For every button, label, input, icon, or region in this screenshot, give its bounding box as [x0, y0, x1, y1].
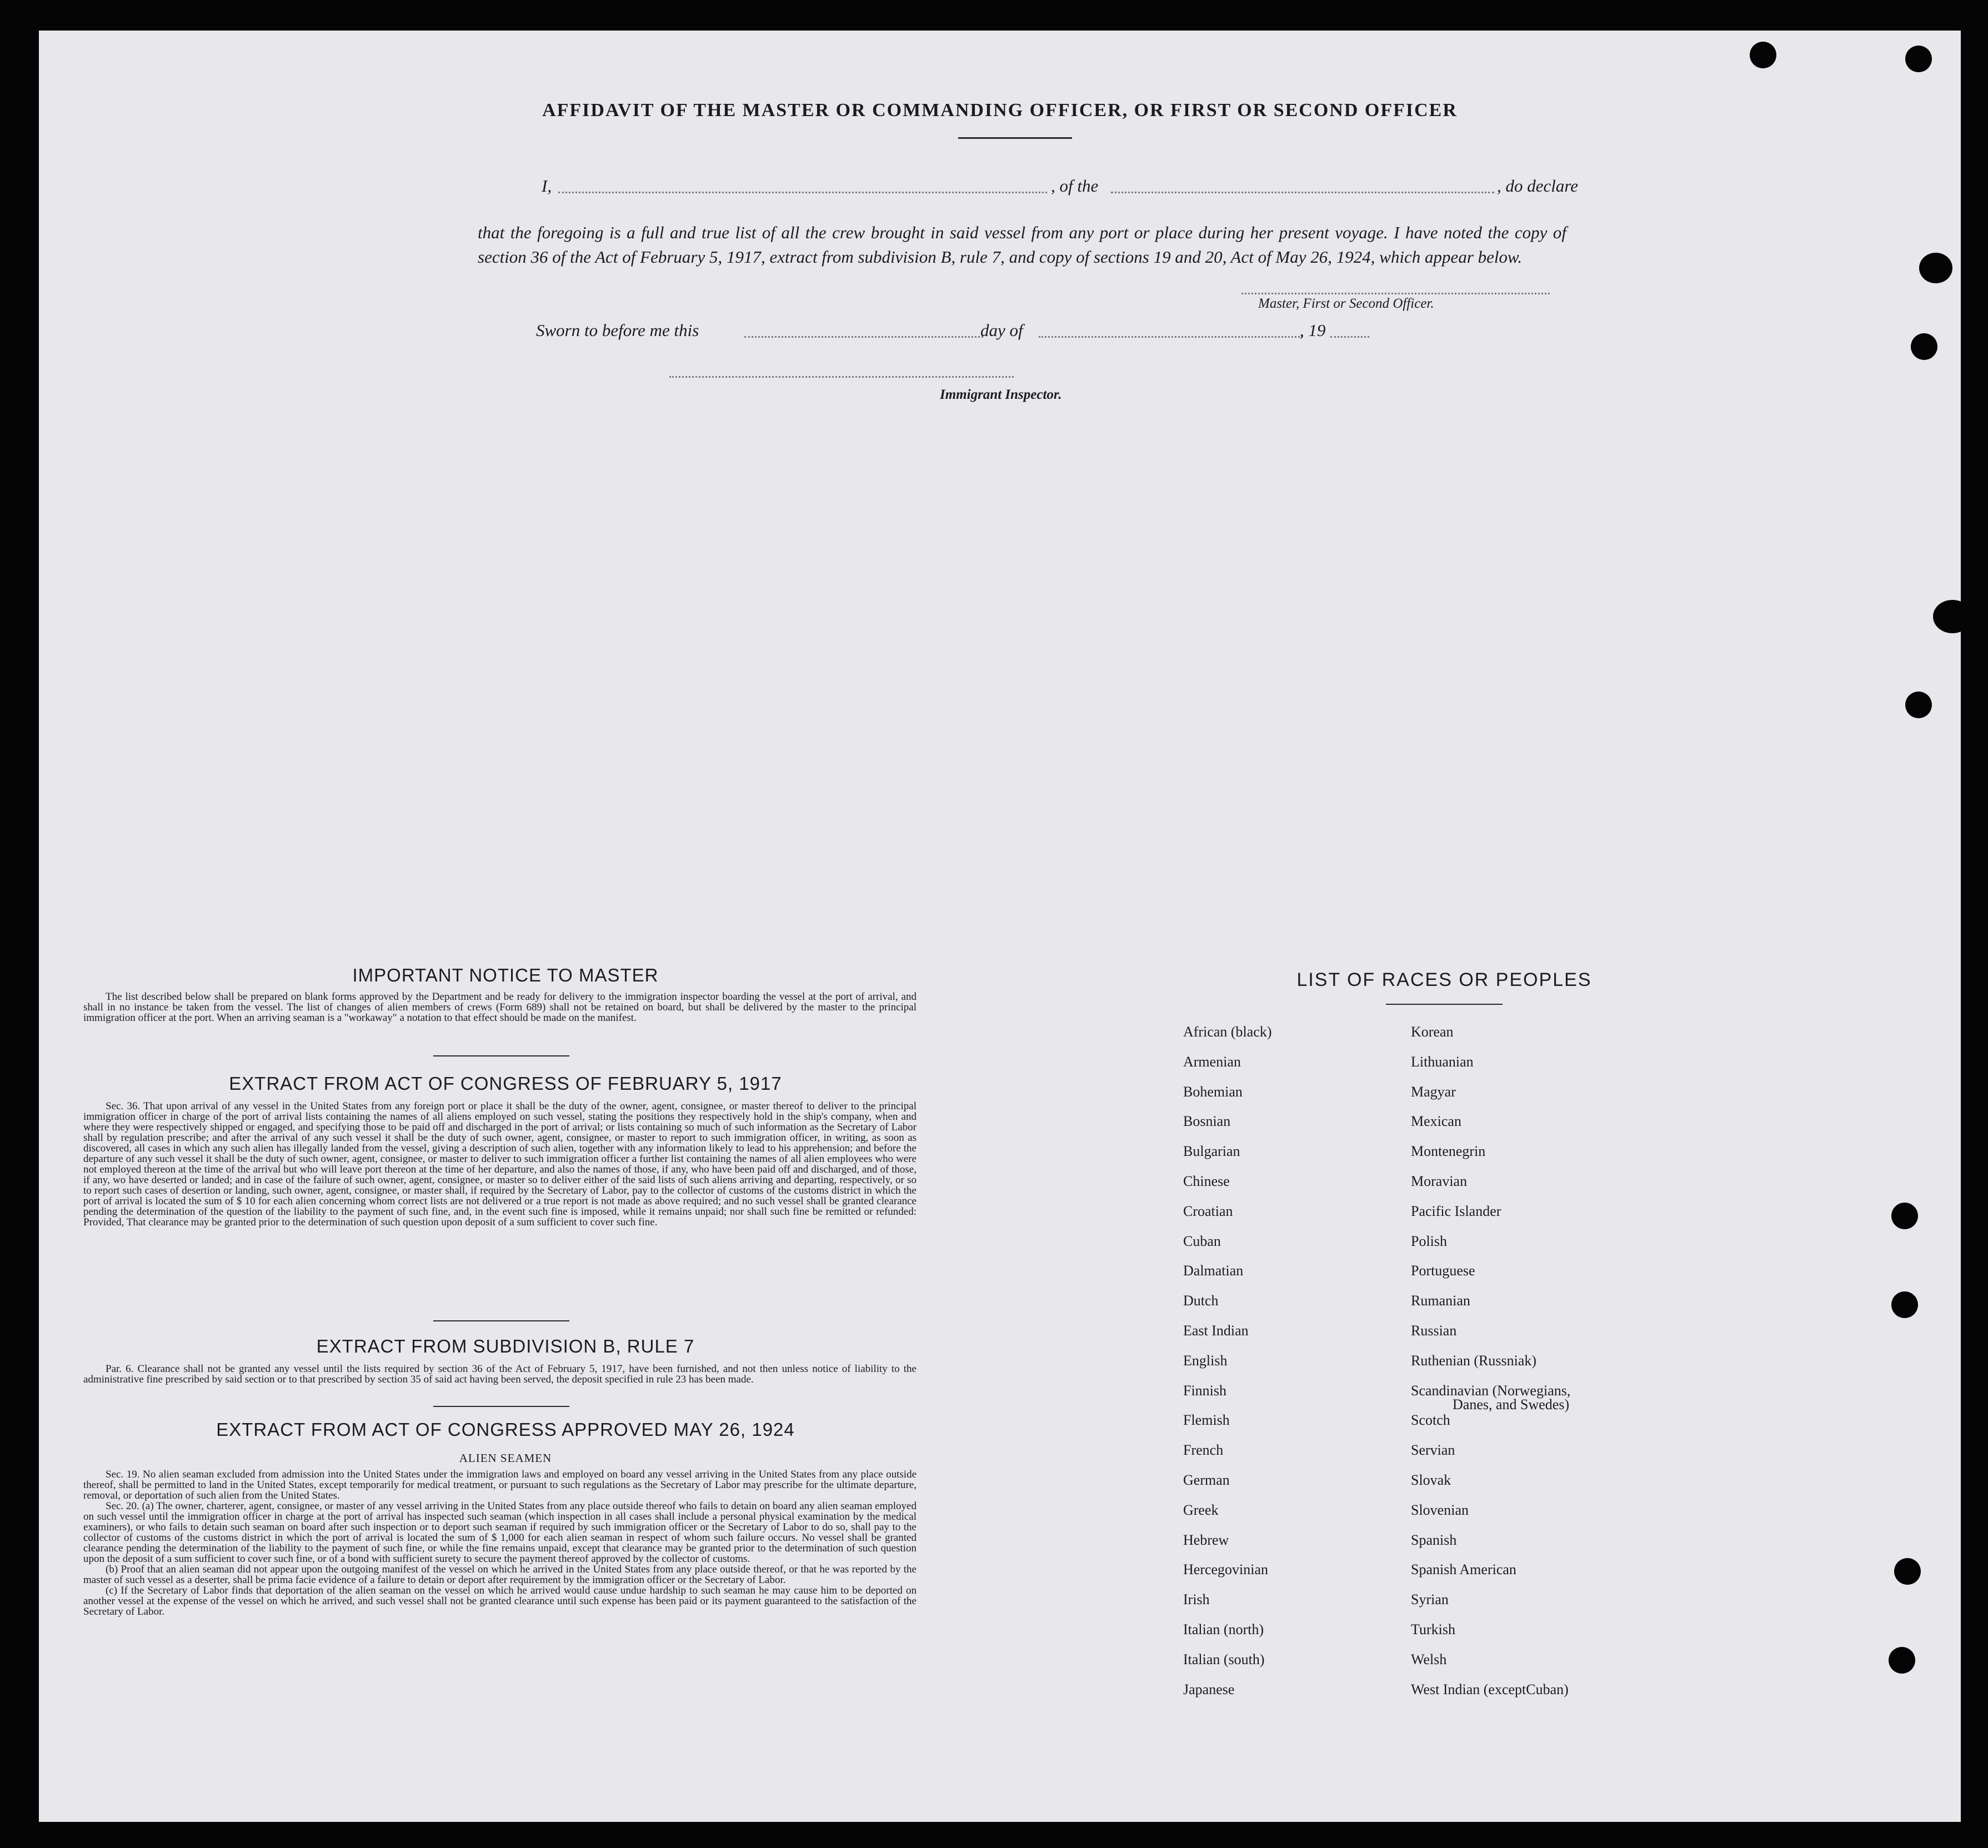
race-item: Pacific Islander: [1411, 1203, 1501, 1219]
notice-text: [83, 991, 917, 1023]
of-the-label: , of the: [1051, 176, 1099, 196]
race-item: Spanish American: [1411, 1561, 1516, 1577]
race-item: Polish: [1411, 1233, 1448, 1249]
race-item: Hebrew: [1183, 1532, 1229, 1548]
day-field-line: [744, 336, 983, 338]
race-item: Italian (north): [1183, 1621, 1264, 1637]
name-field-line: [558, 192, 1047, 193]
race-item: Syrian: [1411, 1591, 1449, 1607]
divider-3: [433, 1406, 569, 1407]
rule-7-heading: EXTRACT FROM SUBDIVISION B, RULE 7: [316, 1336, 695, 1356]
race-item: Finnish: [1183, 1383, 1227, 1399]
notice-paragraph: The list described below shall be prepared on blank forms approved by the Department and be ready for delivery to the immigration inspector boarding the vessel at the port of arrival, and shall in no instance be taken from the vessel. The list of changes of alien members of crews (Form 689) shall not be retained on board, but shall be delivered by the master to the principal immigration officer at the port. When an arriving seaman is a "workaway" a notation to that effect should be made on the manifest.: [83, 991, 917, 1024]
declaration-text: that the foregoing is a full and true list of all the crew brought in said vessel from any port or place during her present voyage. I have noted the copy of section 36 of the Act of February 5, 1917, extract from subdivision B, rule 7, and copy of sections 19 and 20, Act of May 26, 1924, which appear below.: [478, 223, 1566, 267]
race-item: Bulgarian: [1183, 1143, 1240, 1159]
extract-1917-heading: EXTRACT FROM ACT OF CONGRESS OF FEBRUARY 5, 1917: [229, 1073, 782, 1094]
race-item: Chinese: [1183, 1173, 1230, 1189]
binder-hole: [1905, 692, 1932, 718]
par-6-paragraph: Par. 6. Clearance shall not be granted any vessel until the lists required by section 36 of the Act of February 5, 1917, have been furnished, and not then unless notice of liability to the administrative fine prescribed by said section or to that prescribed by section 35 of said act having been served, the deposit specified in rule 23 has been made.: [83, 1363, 917, 1385]
i-label: I,: [542, 176, 552, 196]
race-item: Lithuanian: [1411, 1054, 1474, 1070]
affidavit-title: AFFIDAVIT OF THE MASTER OR COMMANDING OFFICER, OR FIRST OR SECOND OFFICER: [542, 100, 1458, 121]
race-item: Bosnian: [1183, 1113, 1231, 1129]
race-item: Armenian: [1183, 1054, 1241, 1070]
binder-hole: [1891, 1291, 1918, 1318]
race-item: Magyar: [1411, 1084, 1456, 1100]
race-item: Scandinavian (Norwegians,: [1411, 1383, 1571, 1399]
binder-hole: [1905, 46, 1932, 72]
do-declare-label: , do declare: [1497, 176, 1579, 196]
race-item: English: [1183, 1353, 1228, 1369]
races-heading: LIST OF RACES OR PEOPLES: [1296, 969, 1592, 990]
section-19-paragraph: Sec. 19. No alien seaman excluded from admission into the United States under the immigration laws and employed on board any vessel arriving in the United States from any place outside thereof, shall be permitted to land in the United States, except temporarily for medical treatment, or pursuant to such regulations as the Secretary of Labor may prescribe for the ultimate departure, removal, or deportation of such alien from the United States.: [83, 1469, 917, 1501]
race-item: Italian (south): [1183, 1651, 1265, 1667]
section-20b-paragraph: (b) Proof that an alien seaman did not appear upon the outgoing manifest of the vessel on which he arrived in the United States from any place outside thereof, or that he was reported by the master of such vessel as a deserter, shall be prima facie evidence of a failure to detain or deport after requirement by the immigration officer or the Secretary of Labor.: [83, 1564, 917, 1586]
race-item: Dutch: [1183, 1293, 1219, 1309]
form-page: [39, 31, 1961, 1822]
section-20c-paragraph: (c) If the Secretary of Labor finds that deportation of the alien seaman on the vessel on which he arrived would cause undue hardship to such seaman he may cause him to be deported on another vessel at the expense of the vessel on which he arrived, and such vessel shall not be granted clearance until such expense has been paid or its payment guaranteed to the satisfaction of the Secretary of Labor.: [83, 1585, 917, 1617]
binder-hole: [1750, 42, 1776, 68]
year-field-line: [1330, 336, 1369, 338]
notice-heading: IMPORTANT NOTICE TO MASTER: [352, 965, 659, 985]
divider-1: [433, 1055, 569, 1056]
vessel-field-line: [1111, 192, 1494, 193]
race-item: Welsh: [1411, 1651, 1447, 1667]
month-field-line: [1039, 336, 1303, 338]
binder-hole: [1933, 600, 1972, 633]
race-item: Hercegovinian: [1183, 1561, 1269, 1577]
race-item: East Indian: [1183, 1323, 1249, 1339]
extract-1924-heading: EXTRACT FROM ACT OF CONGRESS APPROVED MAY 26, 1924: [216, 1419, 795, 1440]
officer-signature-line: [1241, 293, 1550, 294]
section-20a-paragraph: Sec. 20. (a) The owner, charterer, agent, consignee, or master of any vessel arriving in the United States from any place outside thereof who fails to detain on board any alien seaman employed on such vessel until the immigration officer in charge at the port of arrival has inspected such seaman (which inspection in all cases shall include a personal physical examination by the medical examiners), or who fails to detain such seaman on board after such inspection or to deport such seaman if required by such immigration officer or the Secretary of Labor to do so, shall pay to the collector of customs of the customs district in which the port of arrival is located the sum of $ 1,000 for each alien seaman in respect of whom such failure occurs. No vessel shall be granted clearance pending the determination of the liability to the payment of such fine, or while the fine remains unpaid, except that clearance may be granted prior to the determination of such question upon the deposit of a sum sufficient to cover such fine, or of a bond with sufficient surety to secure the payment thereof approved by the collector of customs.: [83, 1500, 917, 1565]
race-item: African (black): [1183, 1024, 1272, 1040]
binder-hole: [1911, 333, 1937, 360]
race-item: Dalmatian: [1183, 1263, 1244, 1279]
race-item: German: [1183, 1472, 1230, 1488]
binder-hole: [1919, 253, 1952, 283]
binder-hole: [1891, 1203, 1918, 1229]
race-item: Korean: [1411, 1024, 1454, 1040]
race-item: Scotch: [1411, 1412, 1450, 1428]
race-item: Japanese: [1183, 1681, 1235, 1697]
extract-1924-text: [83, 1469, 917, 1617]
rule-7-text: [83, 1364, 917, 1385]
inspector-label: Immigrant Inspector.: [940, 387, 1062, 402]
race-item: Mexican: [1411, 1113, 1461, 1129]
races-underline: [1386, 1004, 1503, 1005]
extract-1917-text: [83, 1101, 917, 1228]
section-36-paragraph: Sec. 36. That upon arrival of any vessel in the United States from any foreign port or place it shall be the duty of the owner, agent, consignee, or master thereof to deliver to the principal immigration officer in charge of the port of arrival lists containing the names of all aliens employed on such vessel, stating the positions they respectively hold in the ship's company, when and where they were respectively shipped or engaged, and specifying those to be paid off and discharged in the port of arrival; or lists containing so much of such information as the Secretary of Labor shall by regulation prescribe; and after the arrival of any such vessel it shall be the duty of such owner, agent, consignee, or master to report to such immigration officer, in writing, as soon as discovered, all cases in which any such alien has illegally landed from the vessel, giving a description of such alien, together with any information likely to lead to his apprehension; and before the departure of any such vessel it shall be the duty of such owner, agent, consignee, or master to deliver to such immigration officer a further list containing the names of all alien employees who were not employed thereon at the time of the arrival but who will leave port thereon at the time of her departure, and also the names of those, if any, who have been paid off and discharged, and of those, if any, wo have deserted or landed; and in case of the failure of such owner, agent, consignee, or master so to deliver either of the said lists of such aliens arriving and departing, respectively, or so to report such cases of desertion or landing, such owner, agent, consignee, or master shall, if required by the Secretary of Labor, pay to the collector of customs of the customs district in which the port of arrival is located the sum of $ 10 for each alien concerning whom correct lists are not delivered or a true report is not made as above required; and no such vessel shall be granted clearance pending the determination of the question of the liability to the payment of such fine, and, in the event such fine is imposed, while it remains unpaid; nor shall such fine be remitted or refunded: Provided, That clearance may be granted prior to the determination of such question upon deposit of a sum sufficient to cover such fine.: [83, 1100, 917, 1228]
race-item: Bohemian: [1183, 1084, 1243, 1100]
race-item: French: [1183, 1442, 1224, 1458]
race-item: Montenegrin: [1411, 1143, 1486, 1159]
race-item: Turkish: [1411, 1621, 1455, 1637]
race-item: Russian: [1411, 1323, 1457, 1339]
race-item: Cuban: [1183, 1233, 1221, 1249]
divider-2: [433, 1320, 569, 1321]
binder-hole: [1889, 1647, 1915, 1674]
race-item: Irish: [1183, 1591, 1210, 1607]
race-item: Ruthenian (Russniak): [1411, 1353, 1537, 1369]
race-item: Servian: [1411, 1442, 1455, 1458]
race-item: Greek: [1183, 1502, 1219, 1518]
race-item: Slovenian: [1411, 1502, 1469, 1518]
race-item: Croatian: [1183, 1203, 1233, 1219]
race-item: Flemish: [1183, 1412, 1230, 1428]
alien-seamen-subheading: ALIEN SEAMEN: [459, 1451, 552, 1465]
race-item: Slovak: [1411, 1472, 1451, 1488]
title-underline: [958, 137, 1072, 139]
race-item: Rumanian: [1411, 1293, 1470, 1309]
race-item: Portuguese: [1411, 1263, 1475, 1279]
officer-label: Master, First or Second Officer.: [1258, 296, 1434, 311]
binder-hole: [1894, 1558, 1921, 1585]
sworn-label: Sworn to before me this: [536, 320, 699, 340]
inspector-signature-line: [669, 376, 1014, 378]
race-item: Moravian: [1411, 1173, 1468, 1189]
race-item: Spanish: [1411, 1532, 1457, 1548]
year-label: , 19: [1300, 320, 1326, 340]
day-of-label: day of: [980, 320, 1023, 340]
race-item-continuation: Danes, and Swedes): [1453, 1396, 1570, 1413]
race-item: West Indian (exceptCuban): [1411, 1681, 1569, 1697]
